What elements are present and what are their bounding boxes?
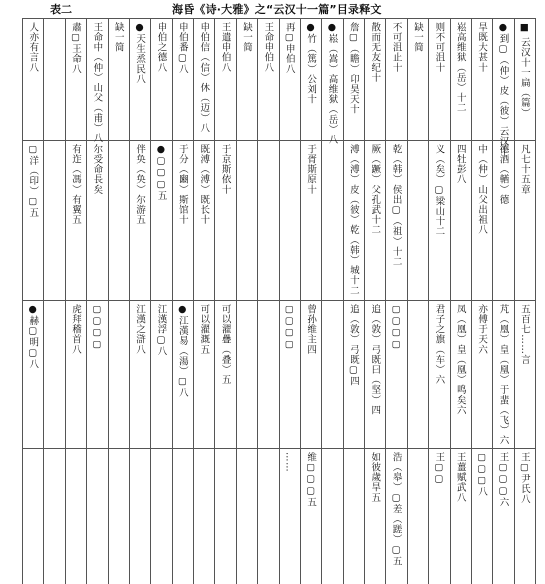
- entry-text: 崧高维狱（岳）十二: [454, 22, 466, 113]
- entry-text: 人亦有言八: [27, 22, 39, 73]
- entry-text: 王薑赋武八: [454, 452, 466, 503]
- table-column: [471, 18, 492, 584]
- entry-text: 王▢尹氏八: [518, 452, 530, 504]
- table-cell: [514, 18, 535, 140]
- table-cell: [407, 18, 428, 140]
- table-cell: [471, 18, 492, 140]
- entry-text: ■ 云汉十一扁（篇）: [518, 22, 530, 119]
- entry-text: 江漢之滸八: [134, 304, 146, 355]
- table-cell: [385, 448, 406, 584]
- table-cell: [343, 448, 364, 584]
- table-cell: [257, 140, 278, 300]
- table-column: [450, 18, 471, 584]
- table-cell: [214, 18, 235, 140]
- entry-text: 既溥（溥）既长十: [198, 144, 210, 225]
- table-cell: [364, 18, 385, 140]
- entry-text: ●到▢（仲）皮（彼）云汉十: [497, 22, 509, 157]
- table-cell: [321, 300, 342, 448]
- table-cell: [86, 448, 107, 584]
- table-cell: [43, 300, 64, 448]
- entry-text: 再▢申伯八: [283, 22, 295, 74]
- table-cell: [193, 18, 214, 140]
- table-cell: [343, 18, 364, 140]
- table-cell: [43, 18, 64, 140]
- entry-text: 可以濯溉五: [198, 304, 210, 355]
- entry-text: 江漢浮▢八: [155, 304, 167, 356]
- entry-text: 申伯信（信）休（迈）八: [198, 22, 210, 134]
- table-column: [22, 18, 43, 584]
- entry-text: 维▢▢▢五: [305, 452, 317, 507]
- table-cell: [450, 140, 471, 300]
- table-column: [129, 18, 150, 584]
- table-cell: [257, 18, 278, 140]
- table-cell: [22, 18, 43, 140]
- table-cell: [150, 140, 171, 300]
- table-cell: [450, 300, 471, 448]
- table-cell: [214, 300, 235, 448]
- entry-text: 虎拜稽首八: [69, 304, 81, 355]
- table-column: [257, 18, 278, 584]
- table-cell: [428, 140, 449, 300]
- entry-text: 缺一简: [240, 22, 252, 53]
- table-cell: [236, 140, 257, 300]
- table-cell: [108, 448, 129, 584]
- table-cell: [321, 140, 342, 300]
- table-cell: [172, 300, 193, 448]
- table-cell: [236, 18, 257, 140]
- entry-text: 王▢▢: [433, 452, 445, 486]
- table-cell: [172, 140, 193, 300]
- catalog-table: [22, 18, 535, 584]
- table-cell: [300, 18, 321, 140]
- table-cell: [193, 448, 214, 584]
- table-cell: [471, 140, 492, 300]
- table-cell: [450, 448, 471, 584]
- entry-text: 申伯之德八: [155, 22, 167, 73]
- entry-text: 散而无友纪十: [369, 22, 381, 83]
- entry-text: ▢洋（印）▢五: [27, 144, 39, 218]
- table-cell: [22, 448, 43, 584]
- entry-text: 则不可沮十: [433, 22, 445, 73]
- entry-text: 王▢▢▢六: [497, 452, 509, 507]
- table-cell: [514, 448, 535, 584]
- table-cell: [150, 448, 171, 584]
- table-column: [150, 18, 171, 584]
- entry-text: 王命申伯八: [262, 22, 274, 73]
- table-cell: [279, 140, 300, 300]
- entry-text: 不可沮止十: [390, 22, 402, 73]
- entry-text: 曾孙维主四: [305, 304, 317, 355]
- table-cell: [193, 140, 214, 300]
- table-cell: [471, 300, 492, 448]
- table-cell: [257, 448, 278, 584]
- entry-text: 于胥斯原十: [305, 144, 317, 195]
- entry-text: 四牡彭八: [454, 144, 466, 185]
- entry-text: ▢▢▢▢: [283, 304, 295, 351]
- table-cell: [65, 140, 86, 300]
- entry-text: 亦傅于天六: [476, 304, 488, 355]
- table-column: [385, 18, 406, 584]
- table-cell: [300, 300, 321, 448]
- table-column: [364, 18, 385, 584]
- table-label: 表二: [50, 3, 72, 16]
- table-column: [428, 18, 449, 584]
- table-cell: [514, 140, 535, 300]
- entry-text: 义（矣）▢梁山十二: [433, 144, 445, 237]
- entry-text: 芃（凰）皇（凰）于蜚（飞）六: [497, 304, 509, 446]
- table-column: [343, 18, 364, 584]
- table-cell: [236, 300, 257, 448]
- table-cell: [43, 140, 64, 300]
- table-cell: [172, 448, 193, 584]
- entry-text: 伴奂（奂）尔游五: [134, 144, 146, 225]
- table-cell: [514, 300, 535, 448]
- table-title: 海昏《诗·大雅》之“云汉十一篇”目录释文: [172, 3, 382, 16]
- entry-text: ●崧（嵩）高维狱（岳）八: [326, 22, 338, 145]
- table-cell: [108, 300, 129, 448]
- table-cell: [492, 18, 513, 157]
- table-cell: [385, 300, 406, 448]
- entry-text: 王遣申伯八: [219, 22, 231, 73]
- entry-text: ●▢▢▢五: [155, 144, 167, 201]
- table-cell: [492, 300, 513, 448]
- table-cell: [108, 140, 129, 300]
- table-cell: [129, 448, 150, 584]
- table-cell: [22, 140, 43, 300]
- table-cell: [428, 300, 449, 448]
- entry-text: 旱既大甚十: [476, 22, 488, 73]
- entry-text: 德酒（輶）德: [497, 144, 509, 205]
- table-column: [492, 18, 513, 584]
- entry-text: ▢▢▢▢: [390, 304, 402, 351]
- table-cell: [129, 300, 150, 448]
- entry-text: ▢▢▢八: [476, 452, 488, 497]
- entry-text: 缺一简: [411, 22, 423, 53]
- table-cell: [65, 300, 86, 448]
- entry-text: 申伯番▢八: [176, 22, 188, 74]
- table-column: [172, 18, 193, 584]
- table-column: [300, 18, 321, 584]
- table-cell: [407, 448, 428, 584]
- entry-text: 如彼歲旱五: [369, 452, 381, 503]
- entry-text: 追（敦）弓既▢四: [347, 304, 359, 387]
- entry-text: 尔受命長矣: [91, 144, 103, 195]
- entry-text: 追（敦）弓既曰（坚）四: [369, 304, 381, 416]
- table-cell: [86, 18, 107, 144]
- table-cell: [257, 300, 278, 448]
- table-cell: [279, 448, 300, 584]
- table-cell: [214, 140, 235, 300]
- table-column: [193, 18, 214, 584]
- table-cell: [300, 140, 321, 300]
- entry-text: 詹▢（瞻）卬昊天十: [347, 22, 359, 115]
- table-column: [65, 18, 86, 584]
- table-cell: [364, 140, 385, 300]
- table-cell: [407, 300, 428, 448]
- table-column: [86, 18, 107, 584]
- entry-text: 缺一简: [112, 22, 124, 53]
- table-cell: [150, 300, 171, 448]
- entry-text: ●竹（篤）公刘十: [305, 22, 317, 105]
- table-cell: [236, 448, 257, 584]
- table-cell: [65, 18, 86, 140]
- table-cell: [343, 300, 364, 448]
- table-cell: [172, 18, 193, 140]
- entry-text: ●赫▢明▢八: [27, 304, 39, 370]
- table-column: [108, 18, 129, 584]
- table-cell: [471, 448, 492, 584]
- table-column: [514, 18, 535, 584]
- table-column: [214, 18, 235, 584]
- entry-text: 乾（韩）侯出▢（祖）十二: [390, 144, 402, 267]
- entry-text: ……: [283, 452, 295, 473]
- column-rule: [535, 18, 536, 584]
- entry-text: 王命中（仲）山父（甫）八: [91, 22, 103, 144]
- entry-text: ●天生烝民八: [134, 22, 146, 85]
- table-cell: [385, 140, 406, 300]
- table-cell: [193, 300, 214, 448]
- entry-text: 五百七……言: [518, 304, 530, 365]
- table-cell: [214, 448, 235, 584]
- entry-text: 中（仲）山父出祖八: [476, 144, 488, 235]
- table-cell: [108, 18, 129, 140]
- table-cell: [428, 18, 449, 140]
- table-cell: [86, 140, 107, 300]
- table-cell: [407, 140, 428, 300]
- table-column: [321, 18, 342, 584]
- entry-text: 于分（豳）斯馆十: [176, 144, 188, 225]
- entry-text: ▢▢▢▢: [91, 304, 103, 351]
- table-cell: [150, 18, 171, 140]
- table-column: [279, 18, 300, 584]
- table-cell: [385, 18, 406, 140]
- entry-text: 浩（皋）▢差（蹉）▢五: [390, 452, 402, 567]
- table-cell: [450, 18, 471, 140]
- table-cell: [364, 448, 385, 584]
- table-cell: [279, 300, 300, 448]
- table-cell: [364, 300, 385, 448]
- table-cell: [300, 448, 321, 584]
- table-cell: [86, 300, 107, 448]
- table-cell: [279, 18, 300, 140]
- table-cell: [321, 448, 342, 584]
- table-cell: [22, 300, 43, 448]
- table-cell: [129, 140, 150, 300]
- entry-text: 有迮（馮）有翼五: [69, 144, 81, 225]
- entry-text: 凡七十五章: [518, 144, 530, 195]
- entry-text: 可以濯疊（叠）五: [219, 304, 231, 385]
- table-column: [43, 18, 64, 584]
- table-cell: [428, 448, 449, 584]
- table-cell: [321, 18, 342, 145]
- table-column: [407, 18, 428, 584]
- entry-text: 肅▢王命八: [69, 22, 81, 74]
- table-cell: [129, 18, 150, 140]
- entry-text: 溥（溥）皮（彼）乾（韩）城十二: [347, 144, 359, 296]
- entry-text: 凤（凰）皇（凰）鸣矣六: [454, 304, 466, 416]
- entry-text: 厥（蹶）父孔武十二: [369, 144, 381, 235]
- table-header: [0, 0, 545, 18]
- table-cell: [492, 140, 513, 300]
- entry-text: 于京斯依十: [219, 144, 231, 195]
- entry-text: 君子之旗（车）六: [433, 304, 445, 385]
- table-cell: [43, 448, 64, 584]
- table-cell: [65, 448, 86, 584]
- entry-text: ●江漢易（湯）▢八: [176, 304, 188, 398]
- table-cell: [343, 140, 364, 300]
- table-cell: [492, 448, 513, 584]
- table-column: [236, 18, 257, 584]
